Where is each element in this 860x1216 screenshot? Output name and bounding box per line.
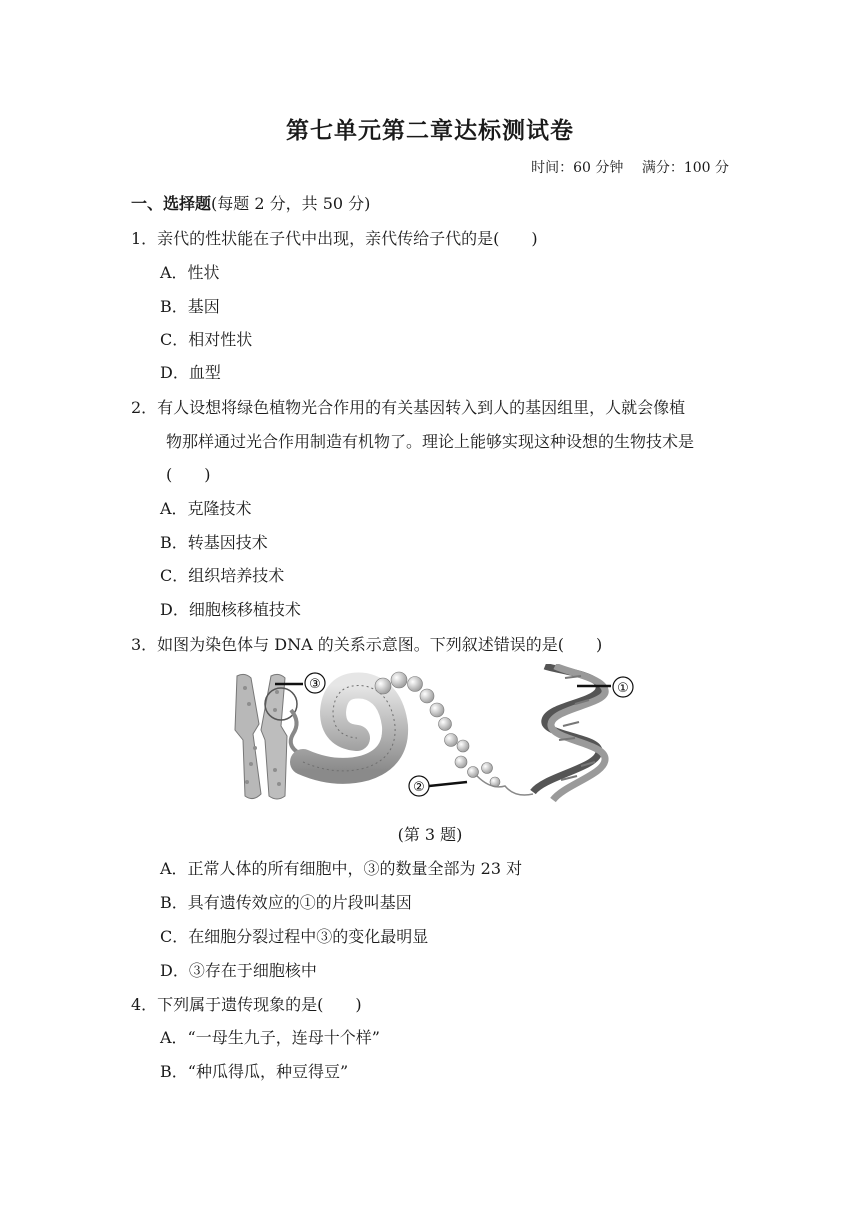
q2-option-c: C．组织培养技术	[160, 566, 285, 585]
question-3-stem: 3．如图为染色体与 DNA 的关系示意图。下列叙述错误的是( )	[131, 635, 603, 654]
q3-option-a: A．正常人体的所有细胞中，③的数量全部为 23 对	[160, 859, 523, 878]
q1-option-c: C．相对性状	[160, 330, 253, 349]
question-1-stem: 1．亲代的性状能在子代中出现，亲代传给子代的是( )	[131, 229, 538, 248]
time-limit: 时间：60 分钟	[531, 160, 624, 176]
section-note: (每题 2 分，共 50 分)	[211, 194, 371, 213]
label-2: ②	[413, 780, 425, 795]
question-4-stem: 4．下列属于遗传现象的是( )	[131, 995, 362, 1014]
q1-option-d: D．血型	[160, 363, 221, 382]
q3-option-d: D．③存在于细胞核中	[160, 961, 317, 980]
solenoid-coil	[303, 686, 395, 771]
section-heading	[131, 191, 370, 214]
q2-option-b: B．转基因技术	[160, 533, 268, 552]
label-2-leader	[429, 782, 467, 786]
q4-option-b: B．“种瓜得瓜，种豆得豆”	[160, 1062, 349, 1081]
figure-caption: (第 3 题)	[397, 825, 463, 844]
full-score: 满分：100 分	[641, 160, 729, 176]
q1-option-b: B．基因	[160, 297, 220, 316]
label-3: ③	[309, 677, 321, 692]
exam-meta	[517, 157, 729, 177]
q1-option-a: A．性状	[160, 263, 220, 282]
page-title: 第七单元第二章达标测试卷	[286, 118, 574, 144]
question-2-stem-line-1: 2．有人设想将绿色植物光合作用的有关基因转入到人的基因组里，人就会像植	[131, 398, 686, 417]
question-2-stem-line-2: 物那样通过光合作用制造有机物了。理论上能够实现这种设想的生物技术是	[166, 432, 695, 451]
section-title: 一、选择题	[131, 194, 212, 213]
q3-option-c: C．在细胞分裂过程中③的变化最明显	[160, 927, 429, 946]
question-2-stem-line-3: ( )	[166, 465, 211, 484]
q2-option-a: A．克隆技术	[160, 499, 252, 518]
chromosome-dna-diagram	[215, 664, 645, 812]
chromosome-shape	[235, 674, 297, 799]
q4-option-a: A．“一母生九子，连母十个样”	[160, 1028, 380, 1047]
label-1: ①	[617, 681, 629, 696]
q2-option-d: D．细胞核移植技术	[160, 600, 301, 619]
q3-option-b: B．具有遗传效应的①的片段叫基因	[160, 893, 412, 912]
